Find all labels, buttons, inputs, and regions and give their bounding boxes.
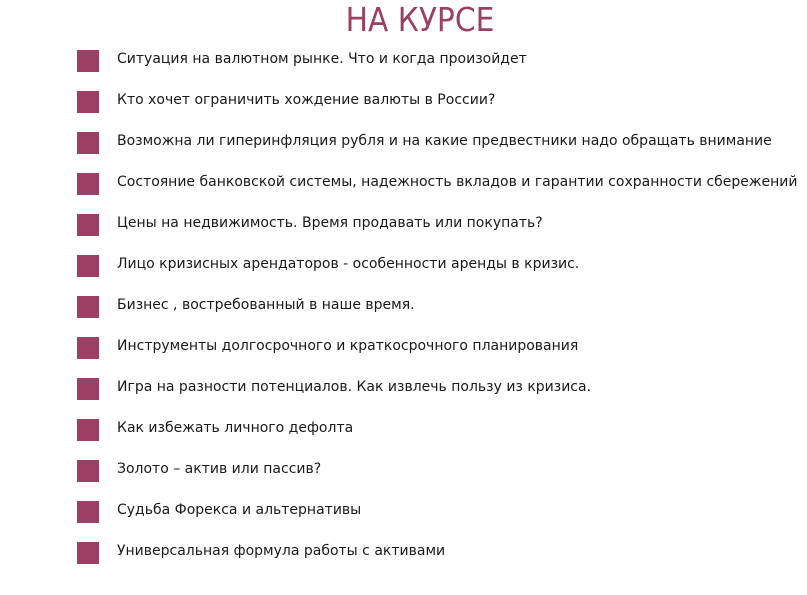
- course-topics-list: [77, 48, 797, 581]
- square-bullet-icon: [77, 419, 99, 441]
- list-item-text: Универсальная формула работы с активами: [117, 543, 446, 559]
- list-item-text: Кто хочет ограничить хождение валюты в России?: [117, 92, 496, 108]
- list-item-text: Бизнес , востребованный в наше время.: [117, 297, 415, 313]
- list-item-text: Судьба Форекса и альтернативы: [117, 502, 362, 518]
- square-bullet-icon: [77, 378, 99, 400]
- list-item: [77, 376, 797, 417]
- list-item-text: Инструменты долгосрочного и краткосрочного планирования: [117, 338, 579, 354]
- square-bullet-icon: [77, 132, 99, 154]
- list-item: [77, 253, 797, 294]
- list-item: [77, 89, 797, 130]
- list-item: [77, 212, 797, 253]
- square-bullet-icon: [77, 91, 99, 113]
- list-item: [77, 48, 797, 89]
- square-bullet-icon: [77, 460, 99, 482]
- list-item-text: Состояние банковской системы, надежность вкладов и гарантии сохранности сбережений: [117, 174, 798, 190]
- list-item-text: Лицо кризисных арендаторов - особенности аренды в кризис.: [117, 256, 580, 272]
- square-bullet-icon: [77, 50, 99, 72]
- list-item: [77, 417, 797, 458]
- list-item-text: Игра на разности потенциалов. Как извлечь пользу из кризиса.: [117, 379, 592, 395]
- list-item-text: Цены на недвижимость. Время продавать или покупать?: [117, 215, 543, 231]
- list-item: [77, 335, 797, 376]
- list-item: [77, 130, 797, 171]
- square-bullet-icon: [77, 501, 99, 523]
- square-bullet-icon: [77, 214, 99, 236]
- square-bullet-icon: [77, 173, 99, 195]
- list-item: [77, 294, 797, 335]
- square-bullet-icon: [77, 337, 99, 359]
- square-bullet-icon: [77, 296, 99, 318]
- list-item: [77, 499, 797, 540]
- list-item: [77, 458, 797, 499]
- list-item: [77, 540, 797, 581]
- list-item-text: Возможна ли гиперинфляция рубля и на какие предвестники надо обращать внимание: [117, 133, 772, 149]
- list-item-text: Золото – актив или пассив?: [117, 461, 322, 477]
- list-item-text: Ситуация на валютном рынке. Что и когда произойдет: [117, 51, 527, 67]
- list-item: [77, 171, 797, 212]
- page-title: НА КУРСЕ: [345, 0, 495, 39]
- square-bullet-icon: [77, 542, 99, 564]
- square-bullet-icon: [77, 255, 99, 277]
- list-item-text: Как избежать личного дефолта: [117, 420, 354, 436]
